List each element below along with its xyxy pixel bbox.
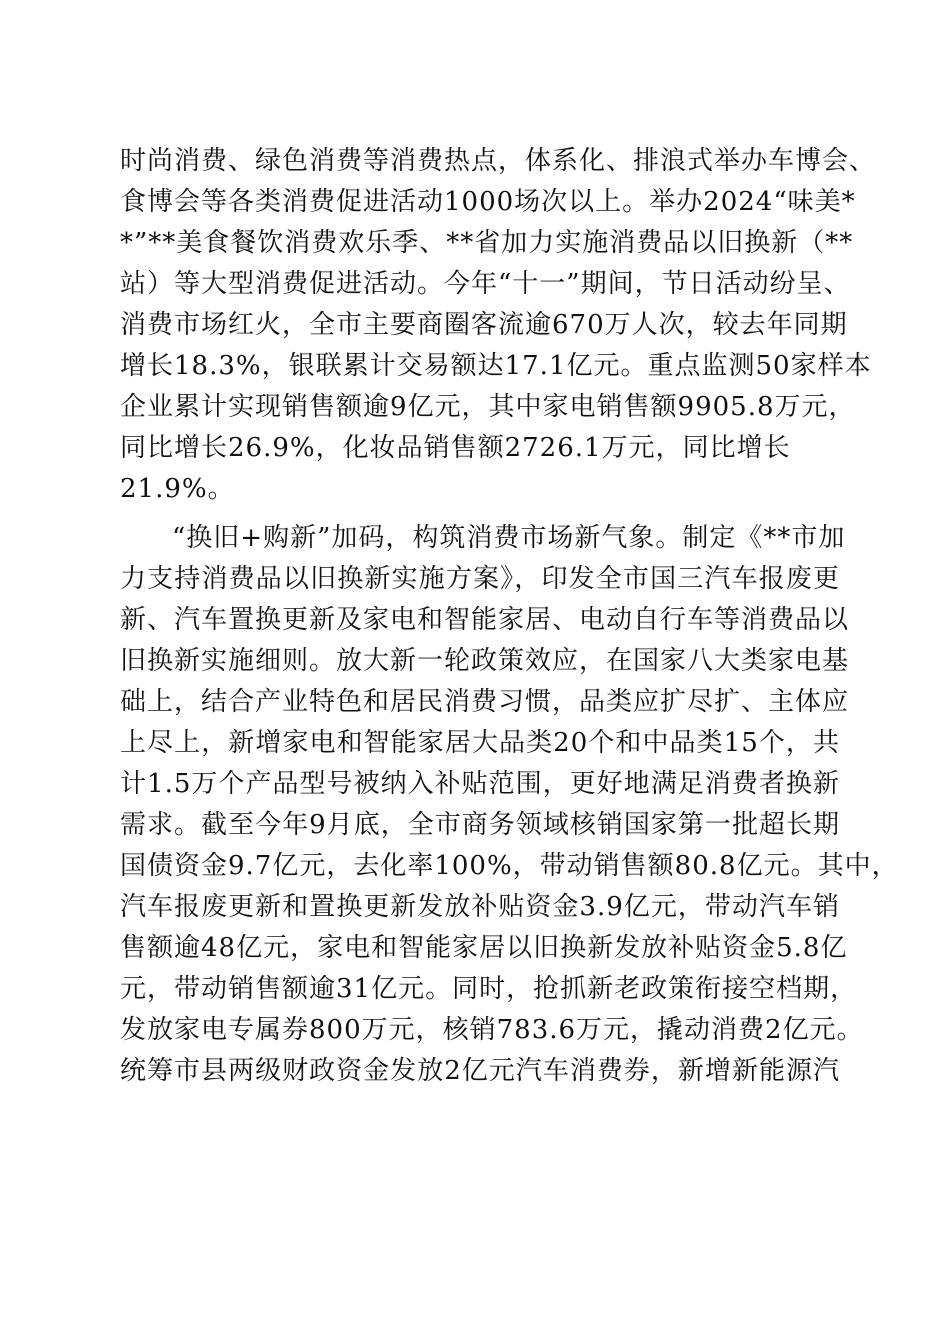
text-line: 时尚消费、绿色消费等消费热点，体系化、排浪式举办车博会、 — [120, 146, 877, 176]
text-line: 元，带动销售额逾31亿元。同时，抢抓新老政策衔接空档期， — [120, 974, 858, 1004]
body-text — [120, 141, 899, 1092]
text-line: 新、汽车置换更新及家电和智能家居、电动自行车等消费品以 — [120, 605, 850, 635]
text-line: 旧换新实施细则。放大新一轮政策效应，在国家八大类家电基 — [120, 646, 850, 676]
text-line: 消费市场红火，全市主要商圈客流逾670万人次，较去年同期 — [120, 310, 848, 340]
text-line: 21.9%。 — [120, 474, 235, 504]
text-line: *”**美食餐饮消费欢乐季、**省加力实施消费品以旧换新（** — [120, 228, 854, 258]
text-line: 计1.5万个产品型号被纳入补贴范围，更好地满足消费者换新 — [120, 769, 840, 799]
text-line: 国债资金9.7亿元，去化率100%，带动销售额80.8亿元。其中， — [120, 851, 899, 881]
text-line: 企业累计实现销售额逾9亿元，其中家电销售额9905.8万元， — [120, 392, 856, 422]
paragraph-first-line: “换旧+购新”加码，构筑消费市场新气象。制定《**市加 — [172, 523, 846, 553]
text-line: 食博会等各类消费促进活动1000场次以上。举办2024“味美* — [120, 187, 856, 217]
text-line: 需求。截至今年9月底，全市商务领域核销国家第一批超长期 — [120, 810, 840, 840]
text-line: 力支持消费品以旧换新实施方案》，印发全市国三汽车报废更 — [120, 564, 840, 594]
text-line: 汽车报废更新和置换更新发放补贴资金3.9亿元，带动汽车销 — [120, 892, 840, 922]
text-line: 上尽上，新增家电和智能家居大品类20个和中品类15个，共 — [120, 728, 840, 758]
text-line: 础上，结合产业特色和居民消费习惯，品类应扩尽扩、主体应 — [120, 687, 850, 717]
text-line: 同比增长26.9%，化妆品销售额2726.1万元，同比增长 — [120, 433, 791, 463]
text-line: 售额逾48亿元，家电和智能家居以旧换新发放补贴资金5.8亿 — [120, 933, 848, 963]
text-line: 站）等大型消费促进活动。今年“十一”期间，节日活动纷呈、 — [120, 269, 851, 299]
text-line: 发放家电专属券800万元，核销783.6万元，撬动消费2亿元。 — [120, 1015, 864, 1045]
text-line: 统筹市县两级财政资金发放2亿元汽车消费券，新增新能源汽 — [120, 1056, 840, 1086]
text-line: 增长18.3%，银联累计交易额达17.1亿元。重点监测50家样本 — [120, 351, 872, 381]
